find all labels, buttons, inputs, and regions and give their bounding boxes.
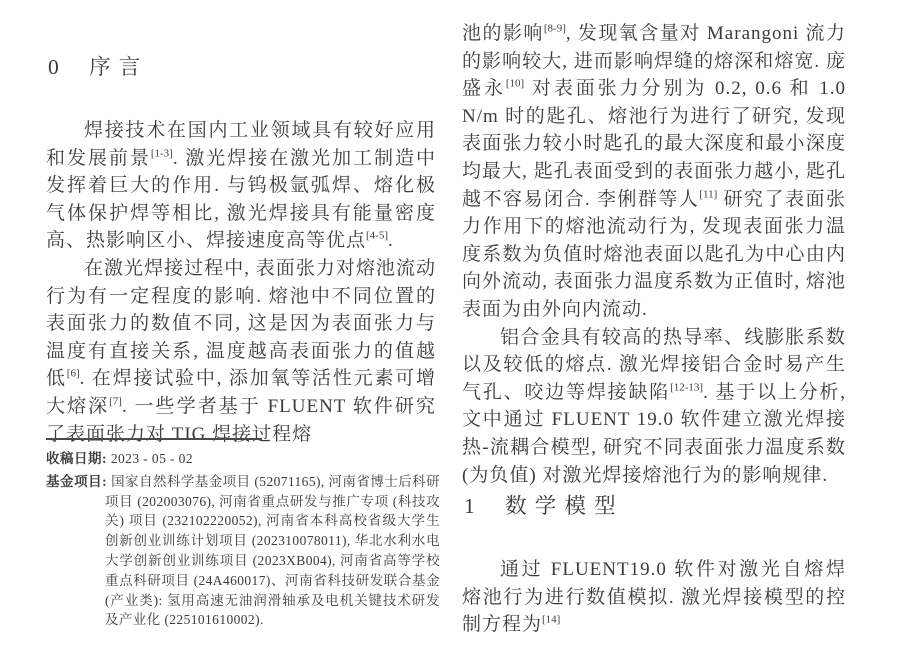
left-column bbox=[46, 50, 436, 448]
received-date-line bbox=[46, 449, 440, 469]
paragraph-intro-2: 在激光焊接过程中, 表面张力对熔池流动行为有一定程度的影响. 熔池中不同位置的表面张力的数值不同, 这是因为表面张力与温度有直接关系, 温度越高表面张力的值越低[6]. 在焊接试验中, 添加氧等活性元素可增大熔深[7]. 一些学者基于 FLUENT 软件研究了表面张力对 TIG 焊接过程熔 bbox=[46, 257, 436, 445]
section-title: 序言 bbox=[89, 55, 149, 79]
section-heading-0 bbox=[48, 50, 436, 81]
footnote bbox=[46, 438, 440, 630]
footnote-rule bbox=[46, 438, 262, 440]
paragraph-intro-1: 焊接技术在国内工业领域具有较好应用和发展前景[1-3]. 激光焊接在激光加工制造中发挥着巨大的作用. 与钨极氩弧焊、熔化极气体保护焊等相比, 激光焊接具有能量密度高、热影响区小、焊接速度高等优点[4-5]. bbox=[46, 120, 436, 252]
section-number: 0 bbox=[48, 55, 59, 79]
paragraph-continuation: 池的影响[8-9], 发现氧含量对 Marangoni 流力的影响较大, 进而影响焊缝的熔深和熔宽. 庞盛永[10] 对表面张力分别为 0.2, 0.6 和 1.0 N/m 时的匙孔、熔池行为进行了研究, 发现表面张力较小时匙孔的最大深度和最小深度均最大, 匙孔表面受到的表面张力越小, 匙孔越不容易闭合. 李俐群等人[11] 研究了表面张力作用下的熔池流动行为, 发现表面张力温度系数为负值时熔池表面以匙孔为中心由内向外流动, 表面张力温度系数为正值时, 熔池表面为由外向内流动. bbox=[462, 22, 846, 320]
funding-line bbox=[46, 472, 440, 630]
funding-label: 基金项目: bbox=[46, 473, 108, 489]
section-number: 1 bbox=[464, 494, 475, 519]
funding-value: 国家自然科学基金项目 (52071165), 河南省博士后科研项目 (202003076), 河南省重点研发与推广专项 (科技攻关) 项目 (232102220052), 河南省本科高校省级大学生创新创业训练计划项目 (202310078011), 华北水利水电大学创新创业训练项目 (2023XB004), 河南省高等学校重点科研项目 (24A460017)、河南省科技研发联合基金 (产业类): 氢用高速无油润滑轴承及电机关键技术研发及产业化 (225101610002). bbox=[105, 473, 441, 628]
right-column bbox=[462, 20, 846, 639]
paragraph-model: 通过 FLUENT19.0 软件对激光自熔焊熔池行为进行数值模拟. 激光焊接模型的控制方程为[14] bbox=[462, 559, 846, 636]
section-title: 数学模型 bbox=[505, 494, 624, 519]
received-date-value: 2023 - 05 - 02 bbox=[110, 451, 193, 466]
section-heading-1 bbox=[464, 489, 846, 520]
paragraph-aluminum: 铝合金具有较高的热导率、线膨胀系数以及较低的熔点. 激光焊接铝合金时易产生气孔、咬边等焊接缺陷[12-13]. 基于以上分析, 文中通过 FLUENT 19.0 软件建立激光焊接热-流耦合模型, 研究不同表面张力温度系数 (为负值) 对激光焊接熔池行为的影响规律. bbox=[462, 326, 846, 486]
received-date-label: 收稿日期: bbox=[46, 451, 107, 466]
